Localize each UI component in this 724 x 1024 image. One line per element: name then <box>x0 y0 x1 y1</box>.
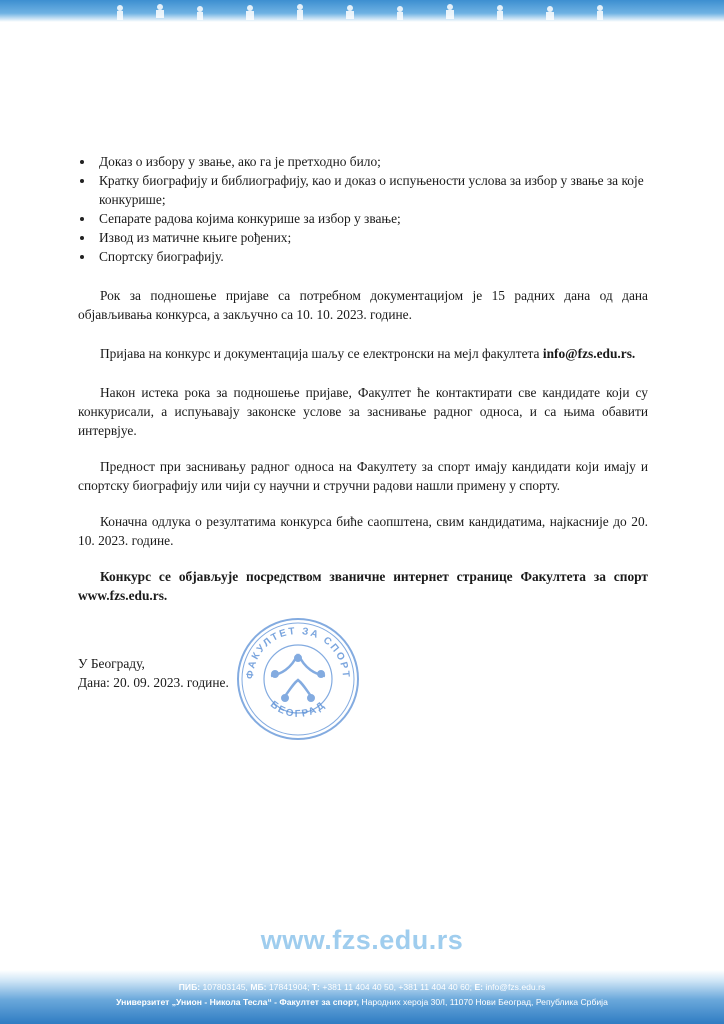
stamp-bottom-text: БЕОГРАД <box>267 699 329 720</box>
submission-text: Пријава на конкурс и документација шаљу се електронски на мејл факултета <box>100 346 540 361</box>
email-label: Е: <box>474 982 484 992</box>
list-item: Кратку биографију и библиографију, као и доказ о испуњености услова за избор у звање за које конкурише; <box>78 171 648 209</box>
footer <box>0 970 724 1024</box>
interview-paragraph: Након истека рока за подношење пријаве, Факултет ће контактирати све кандидате који су конкурисали, а испуњавају законске услове за заснивање радног односа, и са њима обавити интервјуе. <box>78 385 648 438</box>
phone-label: Т: <box>311 982 320 992</box>
footer-email: info@fzs.edu.rs <box>485 982 546 992</box>
faculty-stamp <box>233 614 363 744</box>
stamp-top-text: ФАКУЛТЕТ ЗА СПОРТ <box>244 625 352 680</box>
place-date-block <box>78 654 229 692</box>
submission-paragraph <box>78 344 648 363</box>
footer-line-1 <box>0 982 724 992</box>
list-item: Спортску биографију. <box>78 247 648 266</box>
requirements-list <box>78 152 648 266</box>
pib-value: 107803145, <box>202 982 248 992</box>
mb-value: 17841904; <box>268 982 310 992</box>
list-item: Доказ о избору у звање, ако га је претходно било; <box>78 152 648 171</box>
submission-email: info@fzs.edu.rs. <box>542 346 636 361</box>
sport-figures-decoration <box>0 0 724 22</box>
footer-line-2 <box>0 997 724 1007</box>
advantage-paragraph: Предност при заснивању радног односа на Факултету за спорт имају кандидати који имају и спортску биографију или чији су научни и стручни радови нашли примену у спорту. <box>78 459 648 493</box>
place-line: У Београду, <box>78 656 145 671</box>
decision-paragraph: Коначна одлука о резултатима конкурса биће саопштена, свим кандидатима, најкасније до 20. 10. 2023. године. <box>78 514 648 548</box>
list-item: Извод из матичне књиге рођених; <box>78 228 648 247</box>
document-body <box>78 152 648 605</box>
pib-label: ПИБ: <box>178 982 201 992</box>
date-line: Дана: 20. 09. 2023. године. <box>78 675 229 690</box>
university-name: Универзитет „Унион - Никола Тесла“ - Факултет за спорт, <box>116 997 360 1007</box>
address: Народних хероја 30/I, 11070 Нови Београд, Република Србија <box>361 997 608 1007</box>
svg-text:ФАКУЛТЕТ ЗА СПОРТ <box>245 626 351 680</box>
deadline-paragraph: Рок за подношење пријаве са потребном документацијом је 15 радних дана од дана објављивања конкурса, а закључно са 10. 10. 2023. године. <box>78 288 648 322</box>
list-item: Сепарате радова којима конкурише за избор у звање; <box>78 209 648 228</box>
phone-values: +381 11 404 40 50, +381 11 404 40 60; <box>322 982 473 992</box>
svg-text:БЕОГРАД <box>268 699 328 720</box>
publication-paragraph: Конкурс се објављује посредством званичне интернет странице Факултета за спорт www.fzs.edu.rs. <box>78 569 648 603</box>
website-watermark: www.fzs.edu.rs <box>260 925 464 955</box>
mb-label: МБ: <box>250 982 267 992</box>
header-band <box>0 0 724 22</box>
